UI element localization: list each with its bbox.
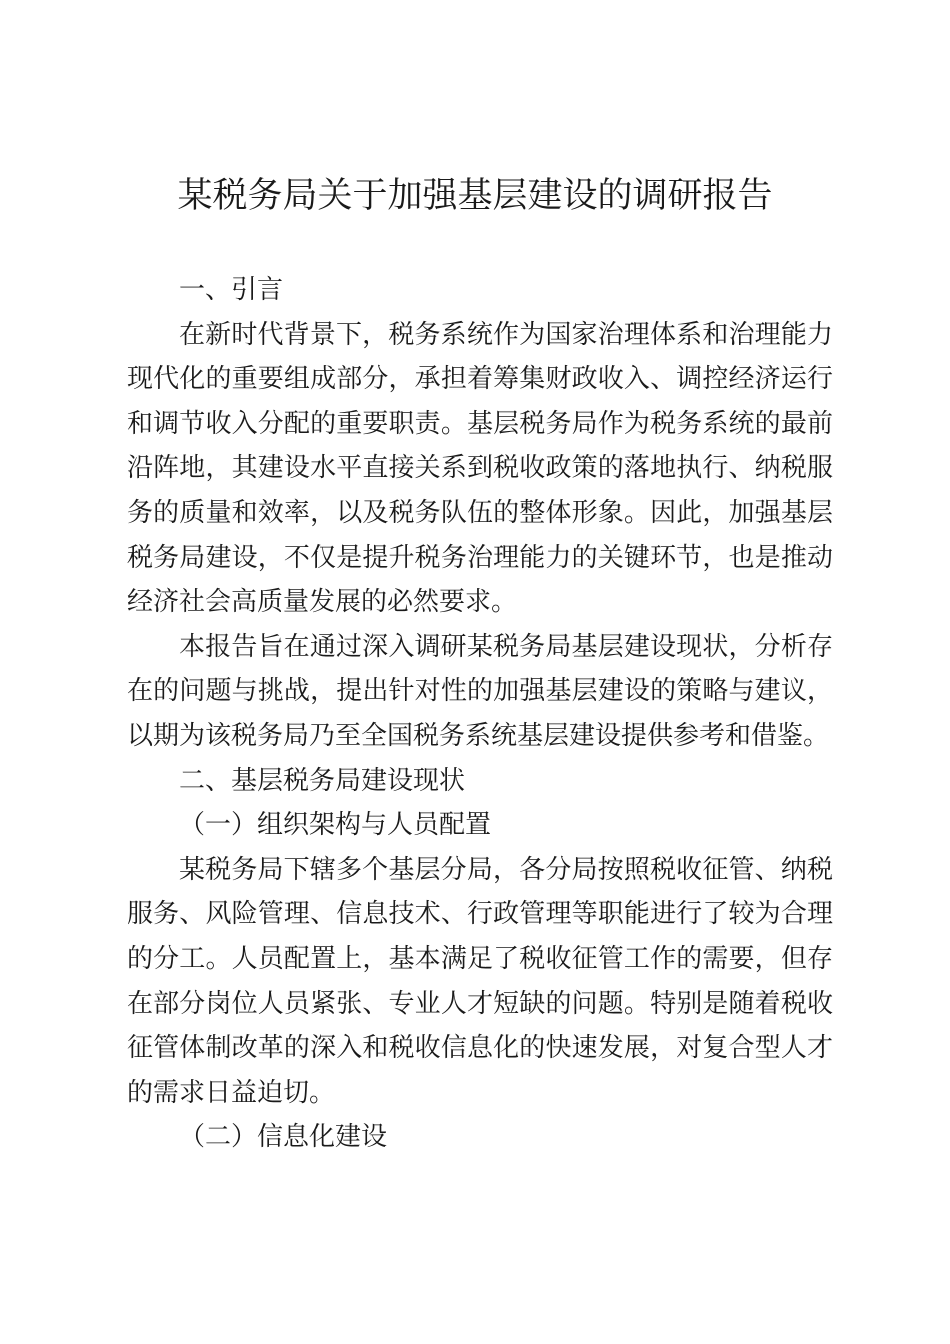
section-heading-introduction: 一、引言 (179, 275, 284, 305)
subsection-heading-informatization: （二）信息化建设 (179, 1122, 388, 1153)
paragraph-organization: 某税务局下辖多个基层分局，各分局按照税收征管、纳税服务、风险管理、信息技术、行政管理等职能进行了较为合理的分工。人员配置上，基本满足了税收征管工作的需要，但存在部分岗位人员紧张、专业人才短缺的问题。特别是随着税收征管体制改革的深入和税收信息化的快速发展，对复合型人才的需求日益迫切。 (127, 854, 833, 1108)
subsection-heading-organization: （一）组织架构与人员配置 (179, 810, 492, 841)
section-heading-status: 二、基层税务局建设现状 (179, 765, 466, 796)
paragraph-background: 在新时代背景下，税务系统作为国家治理体系和治理能力现代化的重要组成部分，承担着筹集财政收入、调控经济运行和调节收入分配的重要职责。基层税务局作为税务系统的最前沿阵地，其建设水平直接关系到税收政策的落地执行、纳税服务的质量和效率，以及税务队伍的整体形象。因此，加强基层税务局建设，不仅是提升税务治理能力的关键环节，也是推动经济社会高质量发展的必然要求。 (127, 319, 833, 618)
paragraph-purpose: 本报告旨在通过深入调研某税务局基层建设现状，分析存在的问题与挑战，提出针对性的加强基层建设的策略与建议，以期为该税务局乃至全国税务系统基层建设提供参考和借鉴。 (127, 631, 833, 751)
document-body (127, 268, 833, 1160)
document-title: 某税务局关于加强基层建设的调研报告 (177, 176, 773, 216)
